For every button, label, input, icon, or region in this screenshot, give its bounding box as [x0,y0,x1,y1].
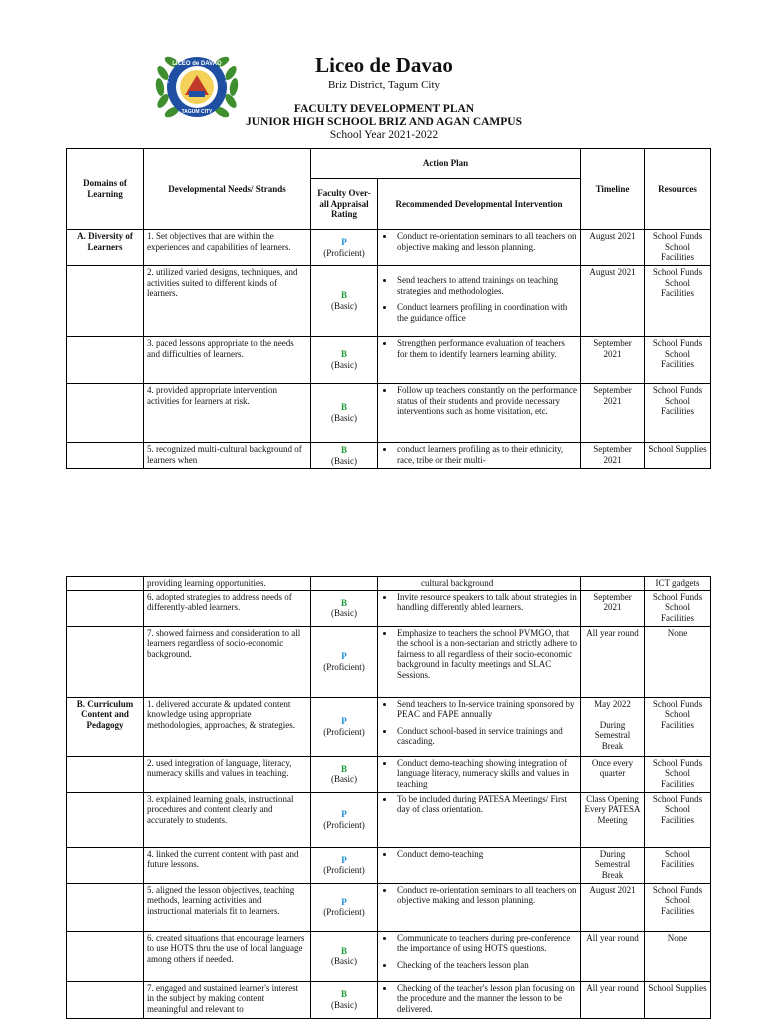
rating-cell [311,443,378,469]
timeline-text: All year round [586,982,639,993]
resource-text: School Supplies [648,444,707,454]
need-cell: 7. engaged and sustained learner's interest in the subject by making content meaningful and relevant to [144,981,311,1018]
timeline-text: Once every quarter [591,757,634,779]
table-row [67,697,711,756]
intervention-item: • Send teachers to In-service training sponsored by PEAC and FAPE annually [395,699,577,720]
need-cell: 1. Set objectives that are within the experiences and capabilities of learners. [144,230,311,266]
intervention-item: • Conduct demo-teaching showing integration of language literacy, numeracy skills and values in teaching [395,758,577,790]
need-cell: 6. created situations that encourage learners to use HOTS thru the use of local language among others if needed. [144,931,311,981]
rating-code: B [340,290,347,301]
page-gap [0,480,768,576]
intervention-cell [378,847,581,883]
intervention-list [381,758,577,790]
logo-top-text: LICEO de DAVAO [172,61,222,67]
timeline-cell [581,697,645,756]
rating-label: (Basic) [331,999,357,1010]
need-cell: 6. adopted strategies to address needs of differently-abled learners. [144,590,311,626]
document-page-1 [0,0,768,480]
domain-cell [67,931,144,981]
table-row [67,931,711,981]
timeline-cell [581,847,645,883]
timeline-text: September 2021 [593,385,632,406]
timeline-text: May 2022 [594,698,631,709]
domain-cell [67,384,144,443]
table-row [67,626,711,697]
table-row [67,266,711,337]
intervention-list [381,885,577,906]
rating-label: (Basic) [331,301,357,311]
intervention-item: • Conduct school-based in service trainings and cascading. [395,726,577,747]
school-name: Liceo de Davao [315,53,453,77]
rating-label: (Proficient) [323,247,365,258]
resource-text: School Supplies [648,982,707,993]
rating-code: B [340,989,347,999]
table-row [67,443,711,469]
development-plan-table-page-1 [66,148,711,469]
intervention-item: • Emphasize to teachers the school PVMGO, that the school is a non-sectarian and strictly adhere to fairness to all regardless of their socio-economic background in faculty meetings and SLAC Sessions. [395,628,577,681]
rating-cell [311,697,378,756]
resource-text: School Funds [652,338,703,348]
resource-text: School Funds [652,793,703,804]
intervention-cell [378,443,581,469]
table-row [67,981,711,1018]
resources-cell [645,590,711,626]
timeline-text: August 2021 [589,267,636,277]
rating-label: (Basic) [331,608,357,619]
timeline-cell [581,384,645,443]
intervention-cell [378,337,581,384]
table-body-page-2 [67,577,711,1019]
intervention-item: • Conduct re-orientation seminars to all teachers on objective making and lesson planning. [395,231,577,252]
resources-cell [645,230,711,266]
intervention-list [381,849,577,860]
intervention-list [381,933,577,971]
timeline-cell [581,337,645,384]
timeline-text: Class Opening Every PATESA Meeting [584,793,641,825]
rating-code: B [340,945,347,956]
header-intervention: Recommended Developmental Intervention [378,179,581,230]
timeline-cell [581,883,645,931]
header-timeline: Timeline [581,149,645,230]
rating-cell [311,626,378,697]
domain-cell [67,590,144,626]
table-row [67,230,711,266]
rating-cell [311,266,378,337]
resources-cell [645,981,711,1018]
school-address: Briz District, Tagum City [327,79,441,91]
rating-code: P [341,236,347,247]
rating-cell [311,792,378,847]
header-resources: Resources [645,149,711,230]
rating-label: (Proficient) [323,661,365,672]
intervention-cell [378,590,581,626]
timeline-cell [581,230,645,266]
intervention-cell [378,931,581,981]
rating-label: (Basic) [331,413,357,423]
intervention-list [381,794,577,815]
domain-cell [67,577,144,591]
intervention-list [381,983,577,1015]
intervention-cell [378,792,581,847]
intervention-list [381,628,577,681]
resource-text: School Facilities [661,895,694,916]
domain-cell [67,337,144,384]
domain-cell: B. Curriculum Content and Pedagogy [67,697,144,756]
table-row [67,883,711,931]
timeline-text [584,709,641,720]
intervention-item: • Conduct learners profiling in coordination with the guidance office [395,302,577,323]
header-domains: Domains of Learning [67,149,144,230]
timeline-text: During Semestral Break [594,719,631,751]
resource-text: School Facilities [661,848,694,870]
intervention-item: • Checking of the teachers lesson plan [395,960,577,971]
document-header [0,0,768,146]
timeline-cell [581,577,645,591]
rating-cell [311,384,378,443]
resource-text: School Funds [652,757,703,768]
resource-text: School Facilities [661,395,695,417]
table-row [67,577,711,591]
rating-code: B [340,402,347,413]
intervention-cell [378,756,581,792]
resource-text: School Funds [652,267,703,277]
rating-label: (Proficient) [323,819,365,830]
intervention-text: cultural background [421,578,494,588]
intervention-item: • conduct learners profiling as to their ethnicity, race, tribe or their multi- [395,444,577,465]
need-cell: 3. paced lessons appropriate to the needs and difficulties of learners. [144,337,311,384]
resource-text: School Facilities [661,277,695,299]
intervention-list [381,385,577,417]
domain-cell [67,883,144,931]
rating-code: P [341,809,347,819]
rating-cell [311,337,378,384]
intervention-cell [378,577,581,591]
need-cell: 4. linked the current content with past and future lessons. [144,847,311,883]
table-row [67,590,711,626]
intervention-item: • Checking of the teacher's lesson plan focusing on the procedure and the manner the lesson to be delivered. [395,983,577,1015]
development-plan-table-page-2 [66,576,711,1019]
timeline-cell [581,931,645,981]
resource-text: School Funds [652,231,703,241]
rating-cell [311,847,378,883]
rating-code: B [340,597,347,608]
resource-text: School Funds [652,884,703,895]
rating-label: (Proficient) [323,865,365,876]
rating-cell [311,931,378,981]
rating-code: B [340,763,347,774]
resource-text: School Facilities [661,241,695,263]
timeline-cell [581,443,645,469]
timeline-cell [581,981,645,1018]
timeline-cell [581,792,645,847]
table-row [67,384,711,443]
domain-cell [67,626,144,697]
need-cell: 5. recognized multi-cultural background of learners when [144,443,311,469]
timeline-cell [581,266,645,337]
table-row [67,792,711,847]
timeline-text: September 2021 [593,444,632,465]
timeline-text: September 2021 [593,591,632,613]
intervention-item: • Invite resource speakers to talk about strategies in handling differently abled learners. [395,592,577,613]
resource-text: None [667,627,688,638]
need-cell: 7. showed fairness and consideration to all learners regardless of socio-economic background. [144,626,311,697]
table-body-page-1 [67,230,711,469]
resources-cell [645,577,711,591]
rating-code: P [341,651,347,661]
intervention-list [381,592,577,613]
table-row [67,337,711,384]
campus-title: JUNIOR HIGH SCHOOL BRIZ AND AGAN CAMPUS [245,116,523,128]
intervention-item: • Strengthen performance evaluation of teachers for them to identify learners learning ability. [395,338,577,359]
need-cell: 4. provided appropriate intervention activities for learners at risk. [144,384,311,443]
resource-text: School Facilities [661,709,694,730]
header-action-plan: Action Plan [311,149,581,179]
resource-text: School Funds [652,698,703,709]
resources-cell [645,792,711,847]
domain-cell [67,443,144,469]
table-row [67,847,711,883]
resource-text: School Facilities [661,804,694,825]
intervention-item: • Follow up teachers constantly on the performance status of their students and provide necessary interventions such as home visitation, etc. [395,385,577,417]
rating-label: (Basic) [331,360,357,370]
resource-text: School Funds [652,385,703,395]
resources-cell [645,883,711,931]
intervention-cell [378,230,581,266]
timeline-text: September 2021 [593,338,632,359]
domain-cell [67,266,144,337]
resources-cell [645,931,711,981]
intervention-list [381,275,577,323]
rating-cell [311,577,378,591]
document-page-2 [0,576,768,1024]
rating-label: (Basic) [331,774,357,785]
intervention-item: • Conduct re-orientation seminars to all teachers on objective making and lesson planning. [395,885,577,906]
rating-label: (Proficient) [323,726,365,737]
rating-label: (Basic) [331,455,357,466]
resource-text: None [667,932,688,943]
need-cell: 1. delivered accurate & updated content knowledge using appropriate methodologies, approaches, & strategies. [144,697,311,756]
need-cell: 3. explained learning goals, instructional procedures and content clearly and accurately to students. [144,792,311,847]
timeline-cell [581,626,645,697]
rating-cell [311,981,378,1018]
intervention-item: • Conduct demo-teaching [395,849,577,860]
table-row [67,756,711,792]
rating-cell [311,883,378,931]
need-cell: 5. aligned the lesson objectives, teaching methods, learning activities and instructional materials fit to learners. [144,883,311,931]
rating-code: B [340,349,347,360]
rating-code: P [341,716,347,726]
need-cell: 2. utilized varied designs, techniques, and activities suited to different kinds of learners. [144,266,311,337]
domain-cell: A. Diversity of Learners [67,230,144,266]
timeline-text: All year round [586,627,639,638]
rating-code: B [340,444,347,455]
resource-text: School Facilities [661,768,694,789]
resources-cell [645,443,711,469]
resource-text: School Facilities [661,348,695,370]
intervention-cell [378,266,581,337]
intervention-item: • Communicate to teachers during pre-conference the importance of using HOTS questions. [395,933,577,954]
rating-code: P [341,854,347,865]
rating-code: P [341,896,347,907]
resources-cell [645,756,711,792]
resource-text: School Funds [652,591,703,602]
rating-label: (Basic) [331,956,357,967]
need-cell: 2. used integration of language, literacy, numeracy skills and values in teaching. [144,756,311,792]
intervention-item: • To be included during PATESA Meetings/ First day of class orientation. [395,794,577,815]
rating-cell [311,230,378,266]
intervention-list [381,444,577,465]
resource-text: ICT gadgets [655,578,700,588]
need-cell: providing learning opportunities. [144,577,311,591]
rating-label: (Proficient) [323,907,365,918]
intervention-cell [378,626,581,697]
intervention-cell [378,384,581,443]
timeline-text: August 2021 [589,884,636,895]
timeline-text: During Semestral Break [594,848,631,880]
domain-cell [67,792,144,847]
school-year: School Year 2021-2022 [329,129,439,141]
rating-cell [311,756,378,792]
resources-cell [645,626,711,697]
timeline-cell [581,590,645,626]
timeline-text: All year round [586,932,639,943]
intervention-list [381,231,577,252]
resources-cell [645,847,711,883]
intervention-cell [378,697,581,756]
header-rating: Faculty Over-all Appraisal Rating [311,179,378,230]
domain-cell [67,847,144,883]
resources-cell [645,337,711,384]
resources-cell [645,384,711,443]
logo-bottom-text: TAGUM CITY [181,109,213,115]
rating-cell [311,590,378,626]
domain-cell [67,981,144,1018]
domain-cell [67,756,144,792]
intervention-list [381,338,577,359]
intervention-list [381,699,577,747]
intervention-cell [378,981,581,1018]
intervention-item: • Send teachers to attend trainings on teaching strategies and methodologies. [395,275,577,296]
resources-cell [645,266,711,337]
resources-cell [645,697,711,756]
timeline-cell [581,756,645,792]
header-needs: Developmental Needs/ Strands [144,149,311,230]
intervention-cell [378,883,581,931]
resource-text: School Facilities [661,602,694,623]
plan-title: FACULTY DEVELOPMENT PLAN [293,103,475,115]
timeline-text: August 2021 [589,231,636,241]
